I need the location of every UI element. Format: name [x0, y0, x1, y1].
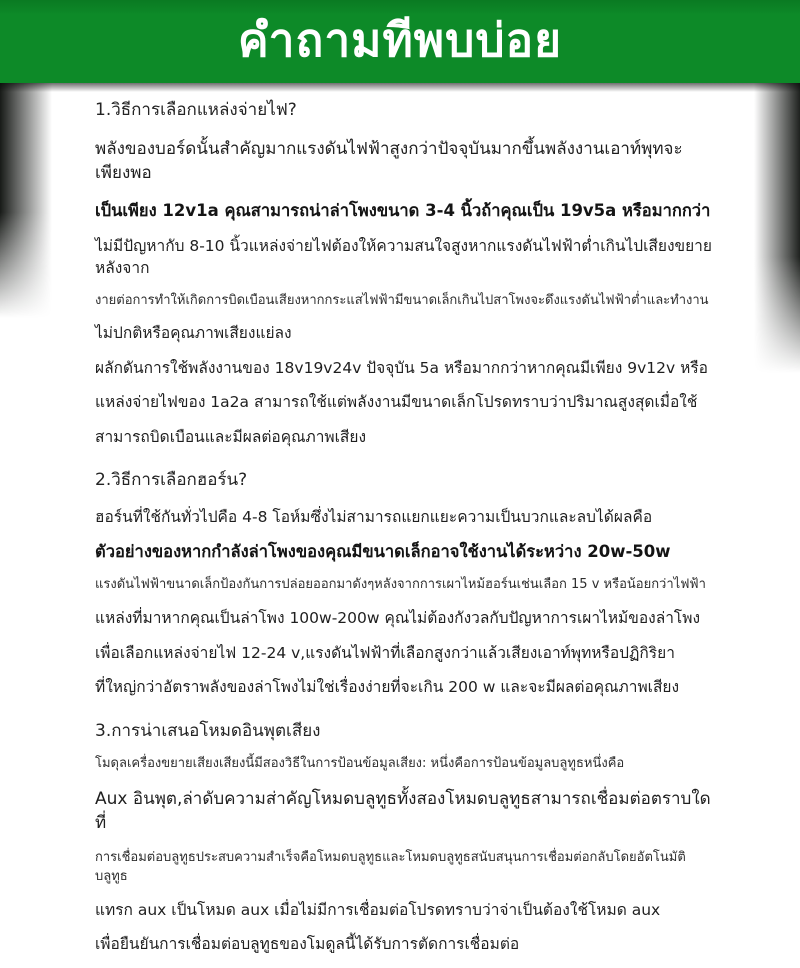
faq-line: เป็นเพียง 12v1a คุณสามารถน่าล่าโพงขนาด 3-4 นิ้วถ้าคุณเป็น 19v5a หรือมากกว่า: [95, 200, 711, 220]
page-header-banner: [0, 0, 800, 83]
faq-line: ผลักดันการใช้พลังงานของ 18v19v24v ปัจจุบัน 5a หรือมากกว่าหากคุณมีเพียง 9v12v หรือ: [95, 358, 708, 377]
faq-content: [95, 90, 715, 968]
question-heading: 3.การน่าเสนอโหมดอินพุตเสียง: [95, 720, 321, 741]
faq-section: [95, 719, 715, 956]
faq-line: Aux อินพุต,ล่าดับความส่าคัญโหมดบลูทูธทั้งสองโหมดบลูทูธสามารถเชื่อมต่อตราบใดที่: [95, 788, 711, 834]
faq-section: [95, 468, 715, 698]
faq-line: แหล่งที่มาหากคุณเป็นล่าโพง 100w-200w คุณไม่ต้องกังวลกับปัญหาการเผาไหม้ของล่าโพง: [95, 609, 701, 628]
faq-line: เพื่อยืนยันการเชื่อมต่อบลูทูธของโมดูลนี้ได้รับการตัดการเชื่อมต่อ: [95, 935, 520, 954]
left-edge-vignette: [0, 83, 52, 318]
question-heading: 1.วิธีการเลือกแหล่งจ่ายไฟ?: [95, 100, 297, 120]
faq-line: โมดุลเครื่องขยายเสียงเสียงนี้มีสองวิธีในการป้อนข้อมูลเสียง: หนึ่งคือการป้อนข้อมูลบลูทูธหนึ่งคือ: [95, 756, 625, 771]
faq-line: แทรก aux เป็นโหมด aux เมื่อไม่มีการเชื่อมต่อโปรดทราบว่าจ่าเป็นต้องใช้โหมด aux: [95, 900, 661, 919]
faq-line: ตัวอย่างของหากกำลังล่าโพงของคุณมีขนาดเล็กอาจใช้งานได้ระหว่าง 20w-50w: [95, 542, 671, 562]
faq-line: ไม่มีปัญหากับ 8-10 นิ้วแหล่งจ่ายไฟต้องให้ความสนใจสูงหากแรงดันไฟฟ้าต่ำเกินไปเสียงขยายหลังจาก: [95, 236, 712, 278]
faq-line: แรงดันไฟฟ้าขนาดเล็กป้องกันการปล่อยออกมาดังๆหลังจากการเผาไหม้ฮอร์นเช่นเลือก 15 v หรือน้อยกว่าไฟฟ้า: [95, 577, 706, 593]
faq-line: พลังของบอร์ดนั้นสำคัญมากแรงดันไฟฟ้าสูงกว่าปัจจุบันมากขึ้นพลังงานเอาท์พุทจะเพียงพอ: [95, 138, 683, 184]
faq-line: การเชื่อมต่อบลูทูธประสบความสำเร็จคือโหมดบลูทูธและโหมดบลูทูธสนับสนุนการเชื่อมต่อกลับโดยอัตโนมัติบลูทูธ: [95, 850, 686, 884]
faq-line: สามารถบิดเบือนและมีผลต่อคุณภาพเสียง: [95, 427, 367, 446]
faq-line: เพื่อเลือกแหล่งจ่ายไฟ 12-24 v,แรงดันไฟฟ้าที่เลือกสูงกว่าแล้วเสียงเอาท์พุทหรือปฏิกิริยา: [95, 643, 675, 662]
faq-line: แหล่งจ่ายไฟของ 1a2a สามารถใช้แต่พลังงานมีขนาดเล็กโปรดทราบว่าปริมาณสูงสุดเมื่อใช้: [95, 393, 698, 412]
faq-section: [95, 98, 715, 448]
faq-line: ไม่ปกติหรือคุณภาพเสียงแย่ลง: [95, 324, 292, 343]
question-heading: 2.วิธีการเลือกฮอร์น?: [95, 470, 248, 491]
page-title: คำถามทีพบบ่อย: [237, 12, 563, 67]
faq-line: ฮอร์นที่ใช้กันทั่วไปคือ 4-8 โอห์มซึ่งไม่สามารถแยกแยะความเป็นบวกและลบได้ผลคือ: [95, 507, 653, 526]
right-edge-vignette: [754, 83, 800, 373]
faq-line: งายต่อการทำให้เกิดการบิดเบือนเสียงหากกระแสไฟฟ้ามีขนาดเล็กเกินไปสาโพงจะดึงแรงดันไฟฟ้าต่ำและทำงาน: [95, 292, 709, 308]
faq-line: ที่ใหญ่กว่าอัตราพลังของล่าโพงไม่ใช่เรื่องง่ายที่จะเกิน 200 w และจะมีผลต่อคุณภาพเสียง: [95, 678, 680, 697]
